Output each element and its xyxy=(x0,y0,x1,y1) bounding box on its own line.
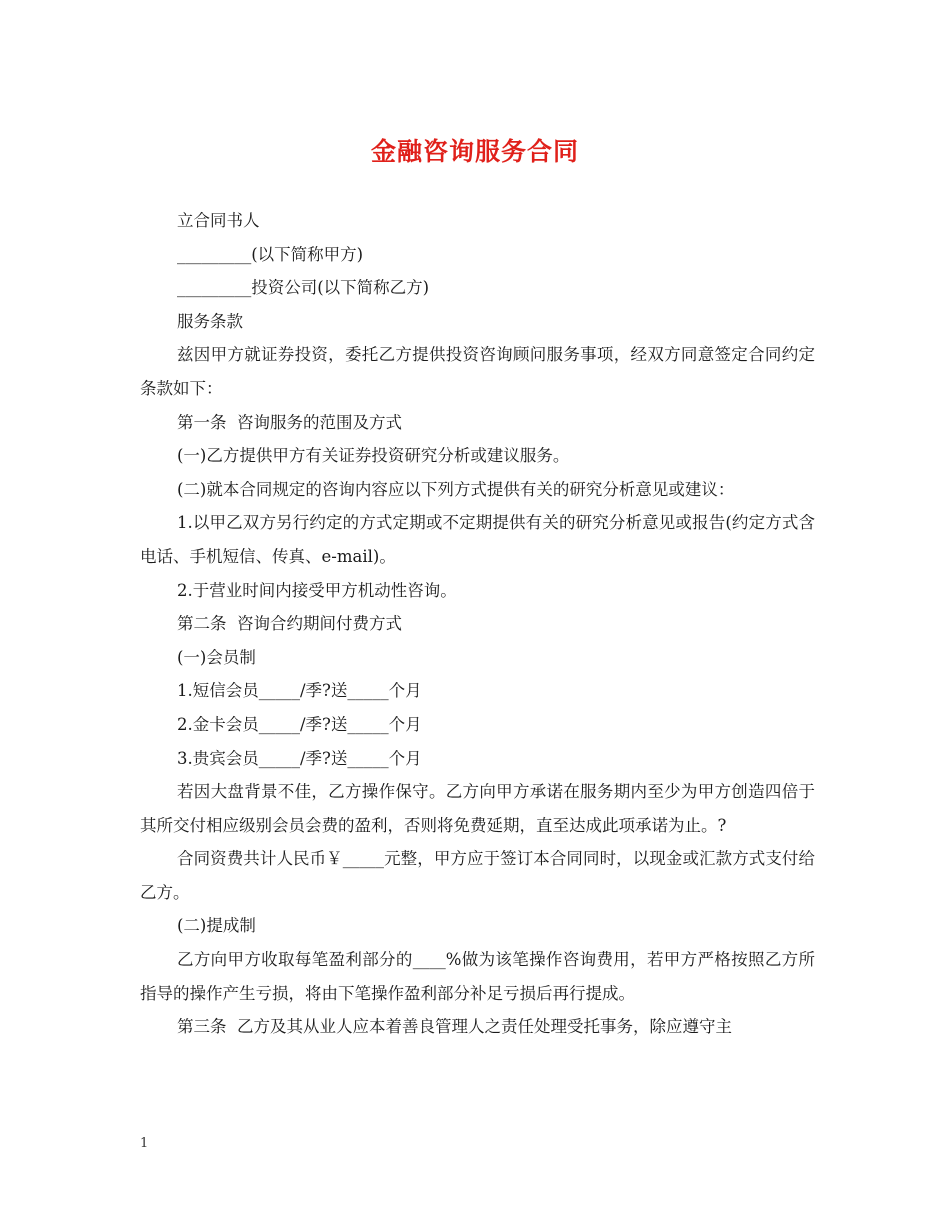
paragraph: 立合同书人 xyxy=(177,211,260,230)
paragraph: 1.以甲乙双方另行约定的方式定期或不定期提供有关的研究分析意见或报告(约定方式含电话、手机短信、传真、e-mail)。 xyxy=(140,513,815,566)
paragraph: 第二条 咨询合约期间付费方式 xyxy=(177,614,402,634)
paragraph: 乙方向甲方收取每笔盈利部分的____%做为该笔操作咨询费用，若甲方严格按照乙方所指导的操作产生亏损，将由下笔操作盈利部分补足亏损后再行提成。 xyxy=(140,950,815,1003)
document-body xyxy=(140,204,815,1044)
paragraph: (一)会员制 xyxy=(177,647,256,667)
paragraph: 3.贵宾会员_____/季?送_____个月 xyxy=(177,748,422,768)
paragraph: 兹因甲方就证券投资，委托乙方提供投资咨询顾问服务事项，经双方同意签定合同约定条款如下： xyxy=(140,345,815,398)
document-title: 金融咨询服务合同 xyxy=(370,137,579,166)
paragraph: _________投资公司(以下简称乙方) xyxy=(177,278,430,298)
paragraph: 第三条 乙方及其从业人应本着善良管理人之责任处理受托事务，除应遵守主 xyxy=(177,1017,732,1037)
page-number: 1 xyxy=(140,1136,149,1151)
paragraph: 服务条款 xyxy=(177,311,243,331)
paragraph: 第一条 咨询服务的范围及方式 xyxy=(177,412,402,432)
paragraph: 1.短信会员_____/季?送_____个月 xyxy=(177,681,422,701)
paragraph: _________(以下简称甲方) xyxy=(177,244,364,264)
paragraph: (一)乙方提供甲方有关证券投资研究分析或建议服务。 xyxy=(177,446,570,466)
paragraph: 合同资费共计人民币￥_____元整，甲方应于签订本合同同时，以现金或汇款方式支付给乙方。 xyxy=(140,849,815,902)
paragraph: (二)提成制 xyxy=(177,916,256,936)
paragraph: 2.金卡会员_____/季?送_____个月 xyxy=(177,714,422,734)
paragraph: 若因大盘背景不佳，乙方操作保守。乙方向甲方承诺在服务期内至少为甲方创造四倍于其所交付相应级别会员会费的盈利，否则将免费延期，直至达成此项承诺为止。? xyxy=(140,782,815,835)
paragraph: 2.于营业时间内接受甲方机动性咨询。 xyxy=(177,580,457,600)
paragraph: (二)就本合同规定的咨询内容应以下列方式提供有关的研究分析意见或建议： xyxy=(177,479,735,499)
